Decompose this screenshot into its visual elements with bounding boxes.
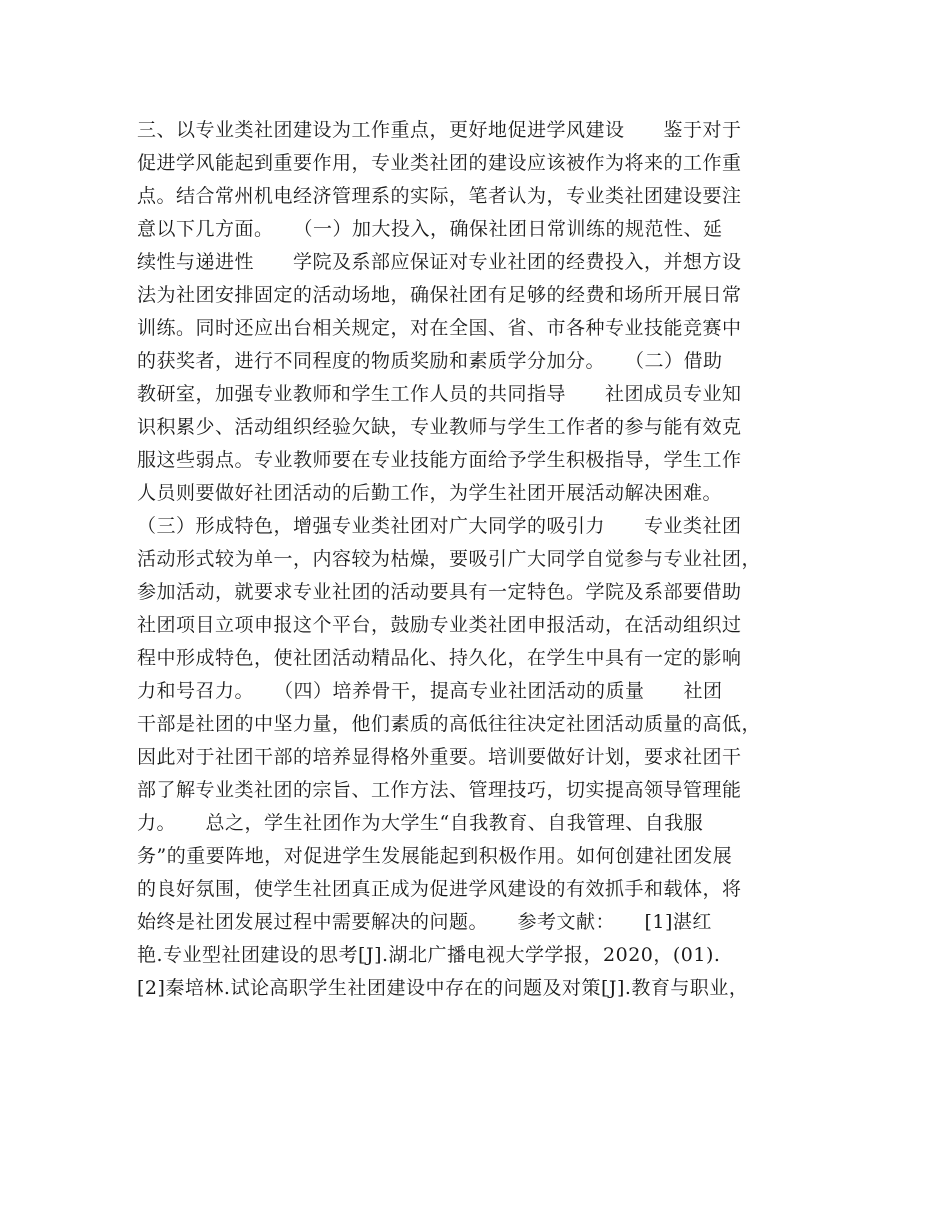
text-line: 人员则要做好社团活动的后勤工作，为学生社团开展活动解决困难。 bbox=[137, 482, 723, 504]
text-line: 训练。同时还应出台相关规定，对在全国、省、市各种专业技能竞赛中 bbox=[137, 317, 742, 339]
text-line: 始终是社团发展过程中需要解决的问题。 参考文献： [1]湛红 bbox=[137, 911, 712, 933]
text-line: 活动形式较为单一，内容较为枯燥，要吸引广大同学自觉参与专业社团， bbox=[137, 548, 762, 570]
text-line: 参加活动，就要求专业社团的活动要具有一定特色。学院及系部要借助 bbox=[137, 581, 742, 603]
text-line: [2]秦培林.试论高职学生社团建设中存在的问题及对策[J].教育与职业， bbox=[137, 977, 749, 999]
text-line: 点。结合常州机电经济管理系的实际，笔者认为，专业类社团建设要注 bbox=[137, 185, 742, 207]
text-line: 法为社团安排固定的活动场地，确保社团有足够的经费和场所开展日常 bbox=[137, 284, 742, 306]
text-line: 因此对于社团干部的培养显得格外重要。培训要做好计划，要求社团干 bbox=[137, 746, 742, 768]
text-line: 的良好氛围，使学生社团真正成为促进学风建设的有效抓手和载体，将 bbox=[137, 878, 742, 900]
text-line: 力。 总之，学生社团作为大学生“自我教育、自我管理、自我服 bbox=[137, 812, 704, 834]
text-line: 教研室，加强专业教师和学生工作人员的共同指导 社团成员专业知 bbox=[137, 383, 742, 405]
text-line: 部了解专业类社团的宗旨、工作方法、管理技巧，切实提高领导管理能 bbox=[137, 779, 742, 801]
text-line: 服这些弱点。专业教师要在专业技能方面给予学生积极指导，学生工作 bbox=[137, 449, 742, 471]
text-line: 干部是社团的中坚力量，他们素质的高低往往决定社团活动质量的高低， bbox=[137, 713, 762, 735]
text-line: 艳.专业型社团建设的思考[J].湖北广播电视大学学报，2020，(01). bbox=[137, 944, 721, 966]
body-text bbox=[137, 114, 827, 1005]
text-line: 促进学风能起到重要作用，专业类社团的建设应该被作为将来的工作重 bbox=[137, 152, 742, 174]
text-line: 三、以专业类社团建设为工作重点，更好地促进学风建设 鉴于对于 bbox=[137, 119, 742, 141]
text-line: 程中形成特色，使社团活动精品化、持久化，在学生中具有一定的影响 bbox=[137, 647, 742, 669]
text-line: 识积累少、活动组织经验欠缺，专业教师与学生工作者的参与能有效克 bbox=[137, 416, 742, 438]
text-line: 力和号召力。 （四）培养骨干，提高专业社团活动的质量 社团 bbox=[137, 680, 723, 702]
text-line: （三）形成特色，增强专业类社团对广大同学的吸引力 专业类社团 bbox=[137, 515, 742, 537]
text-line: 社团项目立项申报这个平台，鼓励专业类社团申报活动，在活动组织过 bbox=[137, 614, 742, 636]
text-line: 的获奖者，进行不同程度的物质奖励和素质学分加分。 （二）借助 bbox=[137, 350, 723, 372]
text-line: 意以下几方面。 （一）加大投入，确保社团日常训练的规范性、延 bbox=[137, 218, 723, 240]
text-line: 续性与递进性 学院及系部应保证对专业社团的经费投入，并想方设 bbox=[137, 251, 742, 273]
text-line: 务”的重要阵地，对促进学生发展能起到积极作用。如何创建社团发展 bbox=[137, 845, 733, 867]
